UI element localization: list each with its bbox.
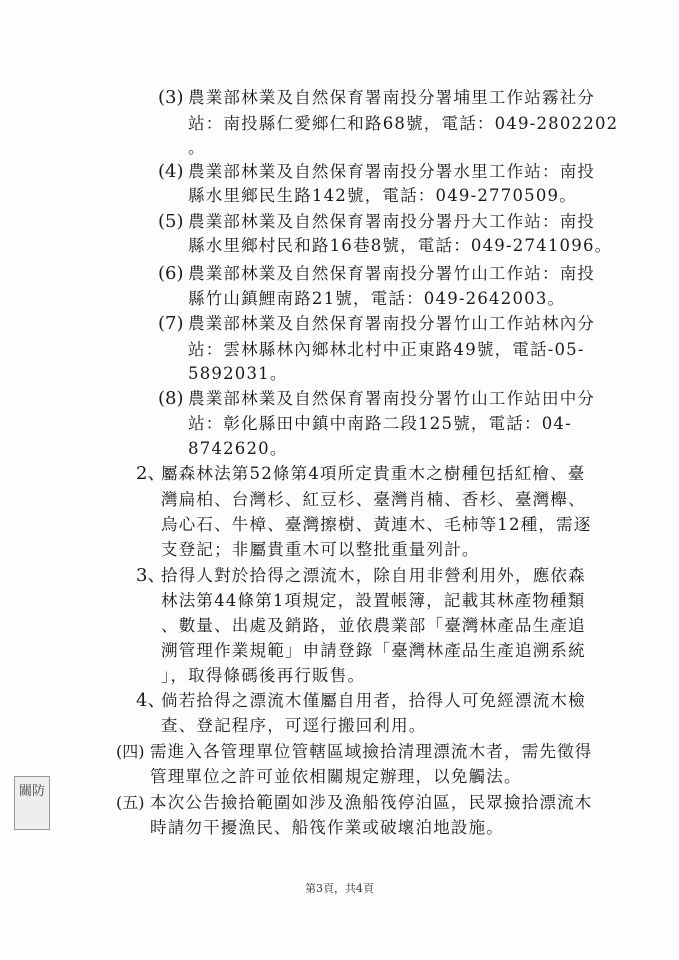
text-line: 烏心石、牛樟、臺灣擦樹、黃連木、毛柿等12種，需逐 bbox=[161, 515, 592, 534]
text-line: 縣水里鄉村民和路16巷8號，電話：049-2741096。 bbox=[188, 236, 613, 255]
item-marker: (五) bbox=[116, 793, 145, 812]
text-line: 需進入各管理單位管轄區域撿拾清理漂流木者，需先徵得 bbox=[150, 742, 593, 761]
text-line: 農業部林業及自然保育署南投分署水里工作站：南投 bbox=[188, 162, 596, 181]
text-line: 站：雲林縣林內鄉林北村中正東路49號，電話-05- bbox=[188, 340, 585, 359]
item-marker: 4、 bbox=[136, 690, 166, 711]
text-line: 縣水里鄉民生路142號，電話：049-2770509。 bbox=[188, 186, 577, 205]
text-line: 時請勿干擾漁民、船筏作業或破壞泊地設施。 bbox=[150, 818, 504, 837]
item-marker: (四) bbox=[116, 742, 145, 761]
item-marker: (7) bbox=[158, 313, 184, 334]
text-line: 溯管理作業規範」申請登錄「臺灣林產品生產追溯系統 bbox=[161, 641, 586, 660]
text-line: 屬森林法第52條第4項所定貴重木之樹種包括紅檜、臺 bbox=[161, 464, 586, 483]
text-line: 拾得人對於拾得之漂流木，除自用非營利用外，應依森 bbox=[161, 566, 586, 585]
text-line: 農業部林業及自然保育署南投分署竹山工作站林內分 bbox=[188, 314, 596, 333]
text-line: 5892031。 bbox=[188, 364, 288, 383]
text-line: 林法第44條第1項規定，設置帳簿，記載其林產物種類 bbox=[161, 591, 586, 610]
text-line: 、數量、出處及銷路，並依農業部「臺灣林產品生產追 bbox=[161, 616, 586, 635]
text-line: 農業部林業及自然保育署南投分署埔里工作站霧社分 bbox=[188, 88, 596, 107]
text-line: 。 bbox=[188, 138, 206, 157]
item-marker: (5) bbox=[158, 211, 184, 232]
stamp-text: 關防 bbox=[19, 784, 46, 799]
text-line: 站：彰化縣田中鎮中南路二段125號，電話：04- bbox=[188, 414, 572, 433]
text-line: 本次公告撿拾範圍如涉及漁船筏停泊區，民眾撿拾漂流木 bbox=[150, 793, 593, 812]
text-line: 」，取得條碼後再行販售。 bbox=[161, 666, 366, 685]
item-marker: (4) bbox=[158, 161, 184, 182]
text-line: 8742620。 bbox=[188, 439, 288, 458]
seal-stamp bbox=[14, 776, 50, 830]
item-marker: 2、 bbox=[136, 463, 166, 484]
page-footer: 第3頁，共4頁 bbox=[305, 882, 374, 895]
item-marker: (3) bbox=[158, 87, 184, 108]
item-marker: (8) bbox=[158, 388, 184, 409]
text-line: 站：南投縣仁愛鄉仁和路68號，電話：049-2802202 bbox=[188, 114, 619, 133]
text-line: 管理單位之許可並依相關規定辦理，以免觸法。 bbox=[150, 767, 522, 786]
item-marker: (6) bbox=[158, 263, 184, 284]
text-line: 農業部林業及自然保育署南投分署竹山工作站：南投 bbox=[188, 264, 596, 283]
text-line: 倘若拾得之漂流木僅屬自用者，拾得人可免經漂流木檢 bbox=[161, 691, 586, 710]
item-marker: 3、 bbox=[136, 565, 166, 586]
text-line: 查、登記程序，可逕行搬回利用。 bbox=[161, 716, 427, 735]
text-line: 農業部林業及自然保育署南投分署竹山工作站田中分 bbox=[188, 389, 596, 408]
text-line: 縣竹山鎮鯉南路21號，電話：049-2642003。 bbox=[188, 289, 566, 308]
text-line: 農業部林業及自然保育署南投分署丹大工作站：南投 bbox=[188, 212, 596, 231]
text-line: 支登記；非屬貴重木可以整批重量列計。 bbox=[161, 540, 480, 559]
text-line: 灣扁柏、台灣杉、紅豆杉、臺灣肖楠、香杉、臺灣櫸、 bbox=[161, 490, 586, 509]
